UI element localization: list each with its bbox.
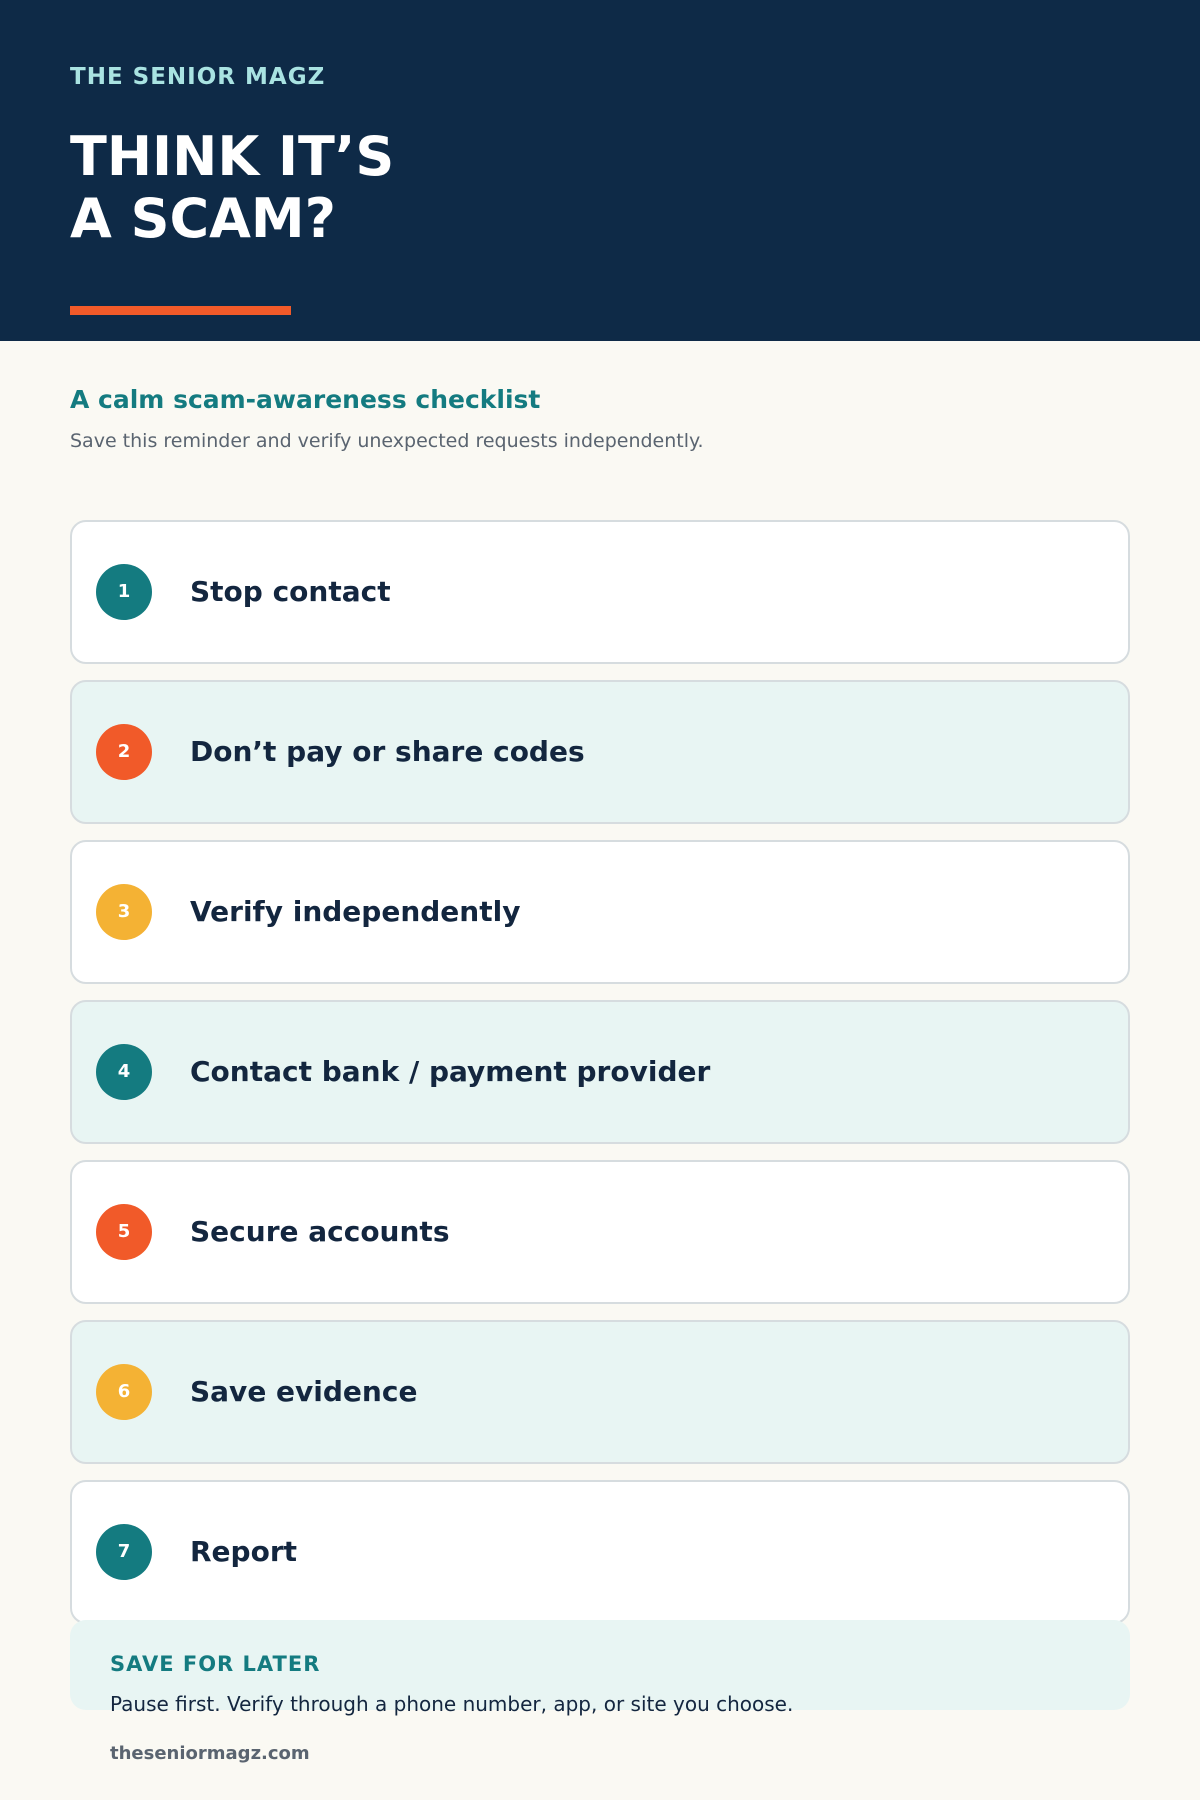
checklist-item <box>70 1000 1130 1144</box>
checklist-item <box>70 1320 1130 1464</box>
save-for-later-title: SAVE FOR LATER <box>110 1652 321 1676</box>
brand-name: THE SENIOR MAGZ <box>70 64 326 90</box>
intro-text: Save this reminder and verify unexpected requests independently. <box>70 430 704 452</box>
step-label: Don’t pay or share codes <box>190 735 585 768</box>
checklist-subtitle: A calm scam-awareness checklist <box>70 385 541 414</box>
step-label: Contact bank / payment provider <box>190 1055 711 1088</box>
checklist-item <box>70 680 1130 824</box>
checklist <box>70 520 1130 1640</box>
save-for-later-text: Pause first. Verify through a phone number, app, or site you choose. <box>110 1692 794 1716</box>
checklist-item <box>70 520 1130 664</box>
step-number-badge: 1 <box>96 564 152 620</box>
step-label: Report <box>190 1535 298 1568</box>
headline-line-1: THINK IT’S <box>70 125 395 188</box>
step-number-badge: 6 <box>96 1364 152 1420</box>
step-number-badge: 3 <box>96 884 152 940</box>
headline-line-2: A SCAM? <box>70 187 336 250</box>
step-label: Verify independently <box>190 895 521 928</box>
footer-url: theseniormagz.com <box>110 1743 310 1764</box>
step-label: Secure accounts <box>190 1215 450 1248</box>
header-banner <box>0 0 1200 341</box>
step-number-badge: 7 <box>96 1524 152 1580</box>
page-title <box>70 126 394 250</box>
step-number-badge: 2 <box>96 724 152 780</box>
accent-divider <box>70 306 291 315</box>
checklist-item <box>70 1480 1130 1624</box>
checklist-item <box>70 1160 1130 1304</box>
step-number-badge: 5 <box>96 1204 152 1260</box>
step-label: Save evidence <box>190 1375 418 1408</box>
step-label: Stop contact <box>190 575 391 608</box>
checklist-item <box>70 840 1130 984</box>
step-number-badge: 4 <box>96 1044 152 1100</box>
